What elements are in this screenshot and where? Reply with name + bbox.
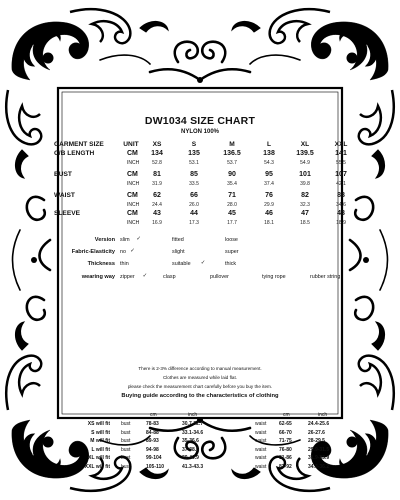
guide-size-label: L will fit bbox=[91, 446, 110, 453]
guide-bust-label: bust bbox=[121, 455, 131, 462]
guide-bust-cm: 89-93 bbox=[146, 438, 159, 445]
size-header-xl: XL bbox=[300, 141, 310, 148]
unit-cm-label: CM bbox=[127, 150, 138, 157]
size-header-xs: XS bbox=[152, 141, 162, 148]
guide-cm-header: cm bbox=[150, 412, 157, 418]
inch-value: 32.3 bbox=[300, 202, 310, 208]
unit-inch-label: INCH bbox=[127, 220, 140, 226]
guide-bust-inch: 33.1-34.6 bbox=[182, 429, 204, 436]
unit-header: UNIT bbox=[123, 141, 139, 148]
check-mark-icon: ✓ bbox=[200, 260, 206, 266]
guide-waist-cm: 62-65 bbox=[279, 421, 292, 427]
check-mark-icon: ✓ bbox=[136, 236, 141, 242]
cm-value: 134 bbox=[151, 150, 163, 157]
guide-waist-cm: 87-92 bbox=[279, 464, 292, 470]
attribute-option: zipper bbox=[120, 274, 135, 280]
attribute-option: pullover bbox=[210, 274, 229, 280]
cm-value: 85 bbox=[190, 171, 198, 178]
inch-value: 42.1 bbox=[336, 181, 346, 187]
inch-value: 39.8 bbox=[300, 181, 310, 187]
cm-value: 101 bbox=[299, 171, 311, 178]
guide-waist-inch: 34.3-36.2 bbox=[308, 464, 330, 470]
measure-row-label: WAIST bbox=[54, 192, 75, 199]
attribute-label: Fabric-Elasticity bbox=[71, 249, 115, 255]
guide-waist-cm: 81-86 bbox=[279, 455, 292, 462]
guide-waist-inch: 29.9-31.5 bbox=[308, 446, 330, 453]
guide-bust-label: bust bbox=[121, 429, 131, 436]
cm-value: 76 bbox=[265, 192, 273, 199]
guide-bust-label: bust bbox=[121, 438, 131, 445]
cm-value: 48 bbox=[337, 210, 345, 217]
guide-waist-inch: 24.4-25.6 bbox=[308, 421, 330, 427]
guide-bust-inch: 35-36.6 bbox=[182, 438, 199, 445]
buying-guide-title: Buying guide according to the characteristics of clothing bbox=[121, 393, 279, 399]
check-mark-icon: ✓ bbox=[142, 273, 148, 279]
inch-value: 18.9 bbox=[336, 220, 346, 226]
measure-row-label: C/B LENGTH bbox=[54, 150, 95, 157]
inch-value: 53.7 bbox=[227, 160, 237, 166]
unit-inch-label: INCH bbox=[127, 202, 140, 208]
inch-value: 35.4 bbox=[227, 181, 237, 187]
unit-cm-label: CM bbox=[127, 171, 138, 178]
attribute-option: slight bbox=[172, 249, 185, 255]
guide-waist-label: waist bbox=[255, 464, 267, 470]
cm-value: 88 bbox=[337, 192, 345, 199]
inch-value: 54.9 bbox=[300, 160, 310, 166]
guide-size-label: M will fit bbox=[90, 438, 110, 445]
inch-value: 18.5 bbox=[300, 220, 310, 226]
measure-row-label: BUST bbox=[54, 171, 72, 178]
inch-value: 34.6 bbox=[336, 202, 346, 208]
inch-value: 31.9 bbox=[152, 181, 162, 187]
guide-inch-header: inch bbox=[188, 412, 198, 418]
size-header-m: M bbox=[229, 141, 235, 148]
inch-value: 29.9 bbox=[264, 202, 274, 208]
inch-value: 28.0 bbox=[227, 202, 237, 208]
inch-value: 17.7 bbox=[227, 220, 237, 226]
attribute-option: no bbox=[120, 249, 126, 255]
inch-value: 26.0 bbox=[189, 202, 199, 208]
attribute-option: rubber string bbox=[310, 274, 341, 280]
chart-title: DW1034 SIZE CHART bbox=[144, 115, 256, 127]
inch-value: 17.3 bbox=[189, 220, 199, 226]
size-header-s: S bbox=[191, 141, 197, 148]
inch-value: 55.5 bbox=[336, 160, 346, 166]
guide-bust-cm: 94-98 bbox=[146, 446, 159, 453]
guide-bust-cm: 105-110 bbox=[146, 464, 165, 470]
inch-value: 53.1 bbox=[189, 160, 199, 166]
unit-inch-label: INCH bbox=[127, 160, 140, 166]
inch-value: 18.1 bbox=[264, 220, 274, 226]
check-mark-icon: ✓ bbox=[130, 248, 135, 254]
attribute-option: thick bbox=[225, 261, 237, 267]
attribute-label: Version bbox=[94, 237, 115, 243]
cm-value: 82 bbox=[301, 192, 309, 199]
cm-value: 139.5 bbox=[296, 150, 314, 157]
size-header-l: L bbox=[266, 141, 272, 148]
cm-value: 90 bbox=[228, 171, 236, 178]
guide-bust-cm: 78-83 bbox=[146, 421, 159, 427]
cm-value: 136.5 bbox=[223, 150, 241, 157]
guide-inch-header: inch bbox=[318, 412, 328, 418]
cm-value: 95 bbox=[265, 171, 273, 178]
cm-value: 62 bbox=[153, 192, 161, 199]
attribute-option: thin bbox=[120, 261, 129, 267]
inch-value: 37.4 bbox=[264, 181, 274, 187]
inch-value: 16.9 bbox=[152, 220, 162, 226]
cm-value: 66 bbox=[190, 192, 198, 199]
unit-inch-label: INCH bbox=[127, 181, 140, 187]
guide-waist-inch: 26-27.6 bbox=[308, 429, 325, 436]
measure-row-label: SLEEVE bbox=[54, 210, 81, 217]
guide-waist-cm: 76-80 bbox=[279, 446, 292, 453]
guide-size-label: XXL will fit bbox=[84, 464, 110, 470]
attribute-option: tying rope bbox=[262, 274, 286, 280]
inch-value: 33.5 bbox=[189, 181, 199, 187]
guide-bust-label: bust bbox=[121, 446, 131, 453]
guide-waist-label: waist bbox=[255, 446, 267, 453]
material-label: NYLON 100% bbox=[180, 129, 219, 135]
attribute-option: suitable bbox=[172, 261, 191, 267]
inch-value: 52.8 bbox=[152, 160, 162, 166]
guide-bust-inch: 30.7-32.7 bbox=[182, 421, 204, 427]
cm-value: 107 bbox=[335, 171, 347, 178]
guide-bust-cm: 84-88 bbox=[146, 429, 159, 436]
guide-waist-cm: 66-70 bbox=[279, 429, 292, 436]
note-line: Clothes are measured while laid flat. bbox=[162, 375, 238, 380]
attribute-option: fitted bbox=[172, 237, 184, 243]
guide-size-label: XS will fit bbox=[87, 421, 110, 427]
guide-waist-inch: 31.9-33.9 bbox=[308, 455, 330, 462]
guide-waist-label: waist bbox=[255, 429, 267, 436]
guide-waist-cm: 71-75 bbox=[279, 438, 292, 445]
attribute-option: slim bbox=[120, 237, 130, 243]
guide-bust-label: bust bbox=[121, 421, 131, 427]
guide-bust-cm: 99-104 bbox=[146, 455, 162, 462]
guide-bust-inch: 41.3-43.3 bbox=[182, 464, 204, 470]
garment-size-header: GARMENT SIZE bbox=[54, 141, 104, 148]
guide-size-label: S will fit bbox=[91, 429, 110, 436]
guide-bust-inch: 39-40.9 bbox=[182, 455, 199, 462]
attribute-option: clasp bbox=[163, 274, 176, 280]
size-header-xxl: XXL bbox=[334, 141, 348, 148]
cm-value: 138 bbox=[263, 150, 275, 157]
note-line: please check the measurement chart carefully before you buy the item. bbox=[127, 384, 273, 389]
attribute-option: super bbox=[225, 249, 239, 255]
guide-waist-inch: 28-29.5 bbox=[308, 438, 325, 445]
cm-value: 71 bbox=[228, 192, 236, 199]
cm-value: 141 bbox=[335, 150, 347, 157]
guide-cm-header: cm bbox=[283, 412, 290, 418]
guide-waist-label: waist bbox=[255, 421, 267, 427]
attribute-label: wearing way bbox=[81, 274, 115, 280]
guide-bust-inch: 37-38.6 bbox=[182, 446, 199, 453]
cm-value: 81 bbox=[153, 171, 161, 178]
note-line: There is 2-3% difference according to manual measurement. bbox=[138, 366, 262, 371]
guide-waist-label: waist bbox=[255, 438, 267, 445]
unit-cm-label: CM bbox=[127, 192, 138, 199]
cm-value: 44 bbox=[190, 210, 198, 217]
cm-value: 135 bbox=[188, 150, 200, 157]
unit-cm-label: CM bbox=[127, 210, 138, 217]
inch-value: 54.3 bbox=[264, 160, 274, 166]
attribute-option: loose bbox=[225, 237, 238, 243]
cm-value: 47 bbox=[301, 210, 309, 217]
guide-bust-label: bust bbox=[121, 464, 131, 470]
cm-value: 45 bbox=[228, 210, 236, 217]
cm-value: 46 bbox=[265, 210, 273, 217]
cm-value: 43 bbox=[153, 210, 161, 217]
guide-waist-label: waist bbox=[255, 455, 267, 462]
attribute-label: Thickness bbox=[87, 261, 115, 267]
guide-size-label: XL will fit bbox=[88, 455, 110, 462]
inch-value: 24.4 bbox=[152, 202, 162, 208]
